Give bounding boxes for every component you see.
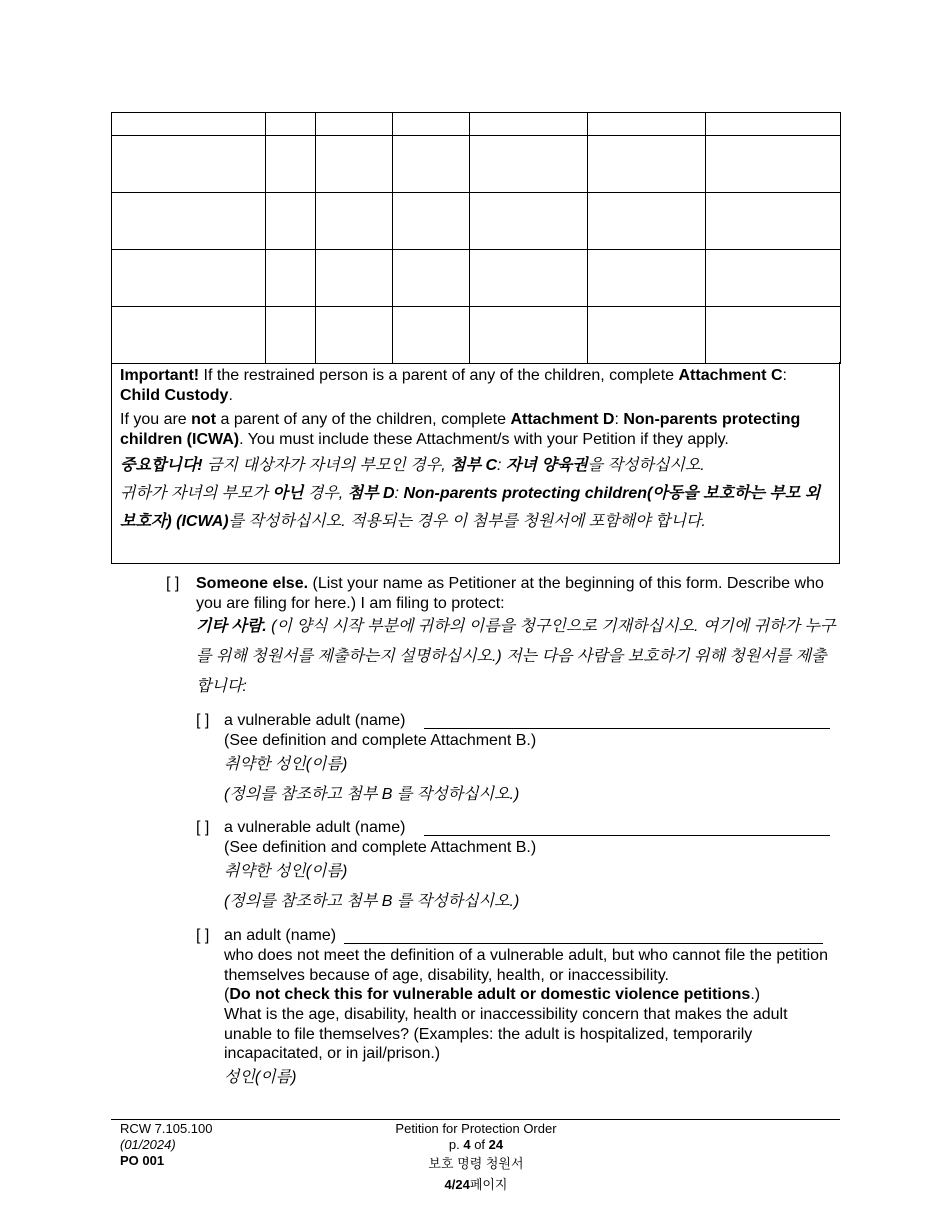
vulnerable-adult-note-ko-2: (정의를 참조하고 첨부 B 를 작성하십시오.) [224, 893, 520, 910]
footer-date: (01/2024) [120, 1137, 176, 1152]
notice-text: 경우, [303, 485, 348, 502]
table-cell [316, 113, 393, 136]
table-cell[interactable] [706, 136, 841, 193]
page-number: 4 [463, 1137, 471, 1152]
someone-else-label: Someone else. [196, 575, 309, 592]
important-label: Important! [120, 367, 200, 384]
vulnerable-adult-label-2: a vulnerable adult (name) [224, 819, 406, 836]
table-cell[interactable] [316, 193, 393, 250]
table-cell[interactable] [393, 250, 470, 307]
table-cell [266, 113, 316, 136]
adult-warning [224, 985, 836, 1005]
table-cell[interactable] [588, 193, 706, 250]
child-custody-ref: Child Custody [120, 387, 229, 404]
someone-else-text-ko [196, 612, 838, 702]
important-paragraph [120, 366, 831, 406]
important-paragraph-ko [120, 452, 831, 480]
attachment-c-ref-ko: 첨부 C [450, 457, 498, 474]
table-cell[interactable] [112, 136, 266, 193]
notice-text: 을 작성하십시오. [587, 457, 705, 474]
vulnerable-adult-label-ko-2: 취약한 성인(이름) [224, 863, 348, 880]
someone-else-label-ko: 기타 사람. [196, 618, 267, 635]
notice-text: : [782, 367, 787, 384]
table-cell[interactable] [266, 250, 316, 307]
non-parents-ref-ko: Non-parents protecting children(아동을 보호하는 부모 외 보호자) (ICWA) [120, 485, 821, 530]
vulnerable-adult-checkbox-1[interactable]: [ ] [196, 712, 210, 729]
someone-else-description-ko: (이 양식 시작 부분에 귀하의 이름을 청구인으로 기재하십시오. 여기에 귀하가 누구를 위해 청원서를 제출하는지 설명하십시오.) 저는 다음 사람을 보호하기 위해 청원서를 제출합니다: [196, 618, 836, 695]
footer-divider [111, 1119, 840, 1120]
adult-description: who does not meet the definition of a vulnerable adult, but who cannot file the petition themselves because of age, disability, health, or inaccessibility. [224, 947, 828, 984]
table-cell [588, 113, 706, 136]
table-cell[interactable] [588, 136, 706, 193]
table-cell[interactable] [266, 307, 316, 364]
table-cell[interactable] [706, 250, 841, 307]
table-cell[interactable] [706, 193, 841, 250]
adult-label-ko: 성인(이름) [224, 1069, 297, 1086]
page-number-ko: 4/24 [444, 1177, 470, 1192]
someone-else-text [196, 574, 836, 613]
table-header-row [112, 113, 841, 136]
not-emphasis: not [191, 411, 217, 428]
notice-text: If the restrained person is a parent of any of the children, complete [199, 367, 679, 384]
attachment-d-ref-ko: 첨부 D [347, 485, 395, 502]
table-cell[interactable] [112, 250, 266, 307]
not-emphasis-ko: 아닌 [272, 485, 304, 502]
table-cell[interactable] [316, 136, 393, 193]
adult-name-field[interactable] [344, 943, 823, 944]
vulnerable-adult-checkbox-2[interactable]: [ ] [196, 819, 210, 836]
page-suffix-ko: 페이지 [469, 1177, 508, 1192]
table-cell[interactable] [706, 307, 841, 364]
footer-form-number: PO 001 [120, 1153, 165, 1168]
non-parent-paragraph-ko [120, 480, 831, 536]
vulnerable-adult-name-field-2[interactable] [424, 835, 830, 836]
table-cell[interactable] [393, 307, 470, 364]
table-cell[interactable] [266, 193, 316, 250]
table-row [112, 193, 841, 250]
notice-text: : [497, 457, 506, 474]
table-cell [112, 113, 266, 136]
footer-center [376, 1121, 576, 1193]
notice-text: . [228, 387, 233, 404]
table-cell[interactable] [112, 307, 266, 364]
table-cell[interactable] [470, 307, 588, 364]
paren: ( [224, 986, 230, 1003]
table-cell[interactable] [470, 250, 588, 307]
notice-text: 금지 대상자가 자녀의 부모인 경우, [202, 457, 451, 474]
important-notice [111, 362, 840, 564]
table-row [112, 250, 841, 307]
non-parent-paragraph [120, 410, 831, 450]
table-cell[interactable] [470, 136, 588, 193]
table-cell[interactable] [588, 250, 706, 307]
notice-text: . You must include these Attachment/s with your Petition if they apply. [239, 431, 729, 448]
someone-else-description: (List your name as Petitioner at the beginning of this form. Describe who you are filing for here.) I am filing to protect: [196, 575, 824, 612]
non-parents-ref: Non-parents protecting children (ICWA) [120, 411, 801, 448]
important-label-ko: 중요합니다! [120, 457, 203, 474]
notice-text: : [614, 411, 624, 428]
footer-rcw: RCW 7.105.100 [120, 1121, 213, 1136]
attachment-c-ref: Attachment C [678, 367, 783, 384]
notice-text: : [394, 485, 404, 502]
table-cell[interactable] [470, 193, 588, 250]
notice-text: 귀하가 자녀의 부모가 [120, 485, 273, 502]
vulnerable-adult-note-ko-1: (정의를 참조하고 첨부 B 를 작성하십시오.) [224, 786, 520, 803]
footer-title-ko: 보호 명령 청원서 [428, 1156, 524, 1171]
someone-else-checkbox[interactable]: [ ] [166, 575, 180, 592]
attachment-d-ref: Attachment D [510, 411, 615, 428]
footer-left [120, 1121, 213, 1169]
table-row [112, 136, 841, 193]
table-cell[interactable] [393, 193, 470, 250]
adult-checkbox[interactable]: [ ] [196, 927, 210, 944]
page-total: 24 [488, 1137, 504, 1152]
notice-text: 를 작성하십시오. 적용되는 경우 이 첨부를 청원서에 포함해야 합니다. [228, 513, 706, 530]
vulnerable-adult-label-1: a vulnerable adult (name) [224, 712, 406, 729]
vulnerable-adult-name-field-1[interactable] [424, 728, 830, 729]
table-cell [393, 113, 470, 136]
table-row [112, 307, 841, 364]
adult-warning-bold: Do not check this for vulnerable adult or domestic violence petitions [229, 986, 751, 1003]
page-prefix: p. [448, 1137, 464, 1152]
table-cell[interactable] [316, 250, 393, 307]
footer-page [376, 1137, 576, 1153]
children-table [111, 112, 841, 364]
footer-title: Petition for Protection Order [395, 1121, 557, 1136]
adult-question: What is the age, disability, health or inaccessibility concern that makes the adult unable to file themselves? (Examples: the adult is hospitalized, temporarily incapacitated, or in jail/prison.) [224, 1006, 788, 1062]
vulnerable-adult-label-ko-1: 취약한 성인(이름) [224, 756, 348, 773]
adult-label: an adult (name) [224, 927, 337, 944]
notice-text: If you are [120, 411, 192, 428]
page-of: of [470, 1137, 489, 1152]
table-cell[interactable] [588, 307, 706, 364]
table-cell[interactable] [393, 136, 470, 193]
table-cell[interactable] [266, 136, 316, 193]
vulnerable-adult-note-1: (See definition and complete Attachment B.) [224, 732, 537, 749]
notice-text: a parent of any of the children, complete [216, 411, 511, 428]
table-cell [706, 113, 841, 136]
child-custody-ref-ko: 자녀 양육권 [505, 457, 588, 474]
table-cell[interactable] [112, 193, 266, 250]
table-cell[interactable] [316, 307, 393, 364]
paren: .) [750, 986, 761, 1003]
vulnerable-adult-note-2: (See definition and complete Attachment B.) [224, 839, 537, 856]
table-cell [470, 113, 588, 136]
footer-page-ko [376, 1177, 576, 1193]
